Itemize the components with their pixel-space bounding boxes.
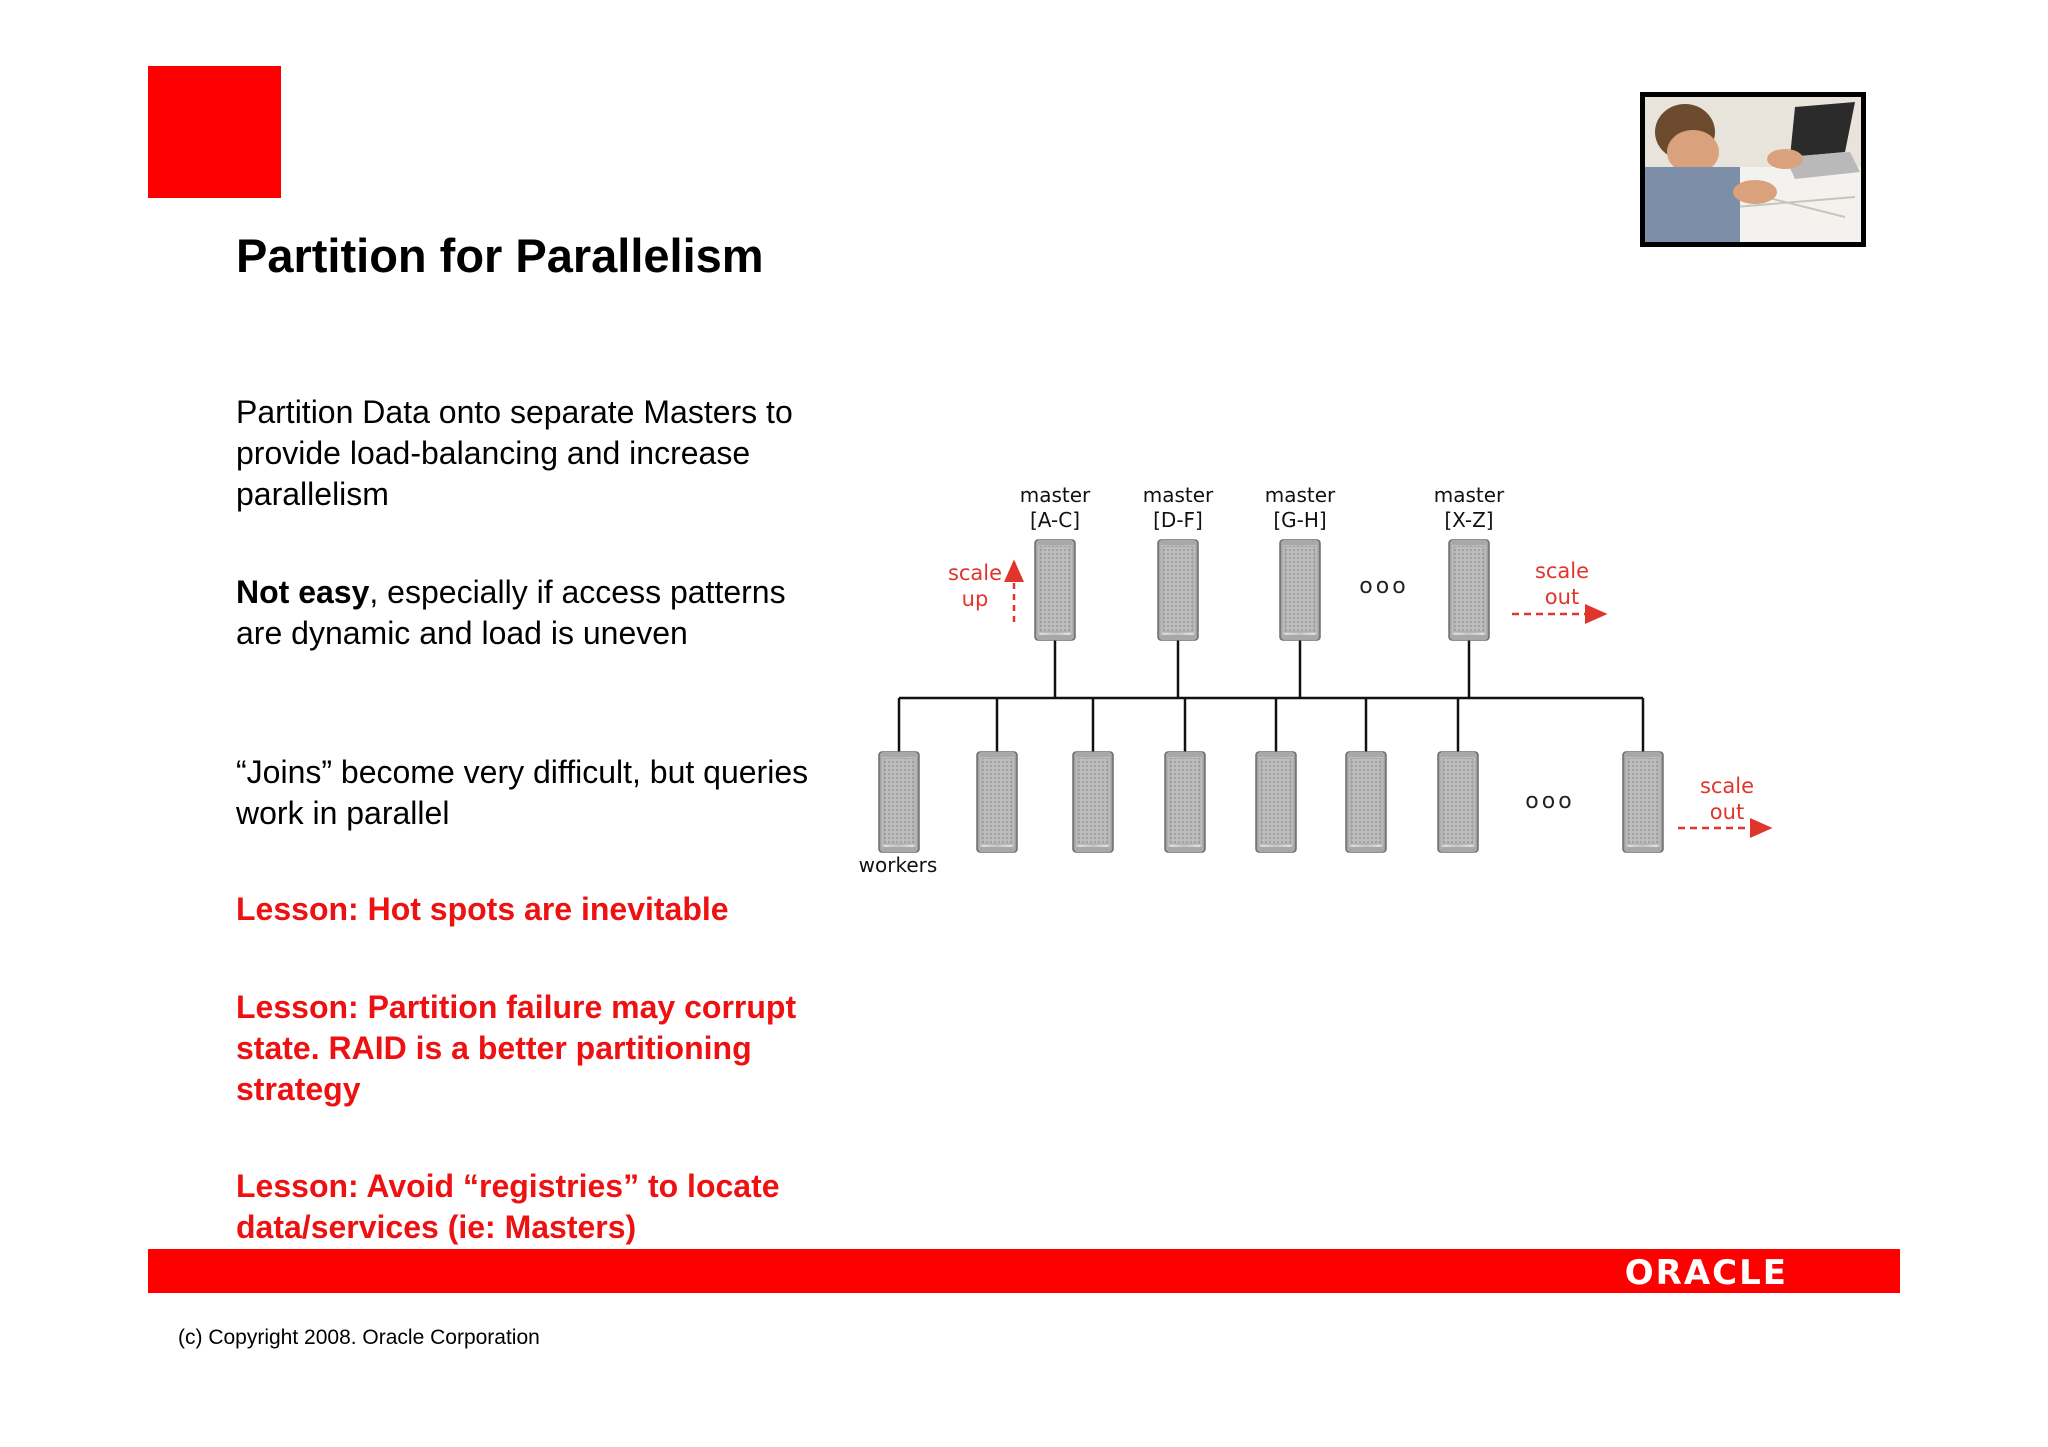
master-label: master xyxy=(1433,483,1505,507)
workers-ellipsis: ooo xyxy=(1525,789,1575,814)
master-range: [A-C] xyxy=(1029,508,1081,532)
master-server-icon xyxy=(1449,540,1489,640)
bullet-not-easy-rest: , especially if access patterns are dynamic and load is uneven xyxy=(236,574,786,651)
network-lines xyxy=(899,640,1643,752)
scale-out-workers-label: scale xyxy=(1699,774,1755,798)
bullet-partition-data: Partition Data onto separate Masters to provide load-balancing and increase parallelism xyxy=(236,394,793,512)
master-server-icon xyxy=(1280,540,1320,640)
masters-ellipsis: ooo xyxy=(1359,574,1409,599)
worker-server-icon xyxy=(1256,752,1296,852)
worker-server-icon xyxy=(1438,752,1478,852)
master-label: master xyxy=(1142,483,1214,507)
oracle-logo: ORACLE xyxy=(1624,1253,1788,1293)
workers-label: workers xyxy=(858,853,938,877)
scale-out-workers-label: out xyxy=(1709,800,1745,824)
master-range: [G-H] xyxy=(1273,508,1327,532)
master-label: master xyxy=(1019,483,1091,507)
copyright-text: (c) Copyright 2008. Oracle Corporation xyxy=(178,1326,540,1349)
scale-out-masters-label: out xyxy=(1544,585,1580,609)
scale-up-label: up xyxy=(961,587,989,611)
worker-server-icon xyxy=(1165,752,1205,852)
lesson-hot-spots: Lesson: Hot spots are inevitable xyxy=(236,891,729,927)
bullet-not-easy xyxy=(236,572,836,654)
worker-server-icon xyxy=(1623,752,1663,852)
scale-out-masters-label: scale xyxy=(1534,559,1590,583)
worker-server-icon xyxy=(879,752,919,852)
bullet-joins: “Joins” become very difficult, but queries work in parallel xyxy=(236,754,809,831)
scale-up-label: scale xyxy=(947,561,1003,585)
master-range: [X-Z] xyxy=(1444,508,1494,532)
lesson-avoid-registries: Lesson: Avoid “registries” to locate data/services (ie: Masters) xyxy=(236,1168,780,1245)
footer-bar xyxy=(148,1249,1900,1293)
lesson-partition-failure: Lesson: Partition failure may corrupt state. RAID is a better partitioning strategy xyxy=(236,989,797,1107)
slide-title: Partition for Parallelism xyxy=(236,229,764,282)
photo-illustration xyxy=(1645,97,1861,242)
master-server-icon xyxy=(1158,540,1198,640)
brand-red-square xyxy=(148,66,281,198)
worker-server-icon xyxy=(1346,752,1386,852)
worker-server-icon xyxy=(977,752,1017,852)
bullet-not-easy-bold: Not easy xyxy=(236,574,370,610)
header-photo xyxy=(1640,92,1866,247)
master-server-icon xyxy=(1035,540,1075,640)
master-range: [D-F] xyxy=(1153,508,1203,532)
master-label: master xyxy=(1264,483,1336,507)
worker-server-icon xyxy=(1073,752,1113,852)
